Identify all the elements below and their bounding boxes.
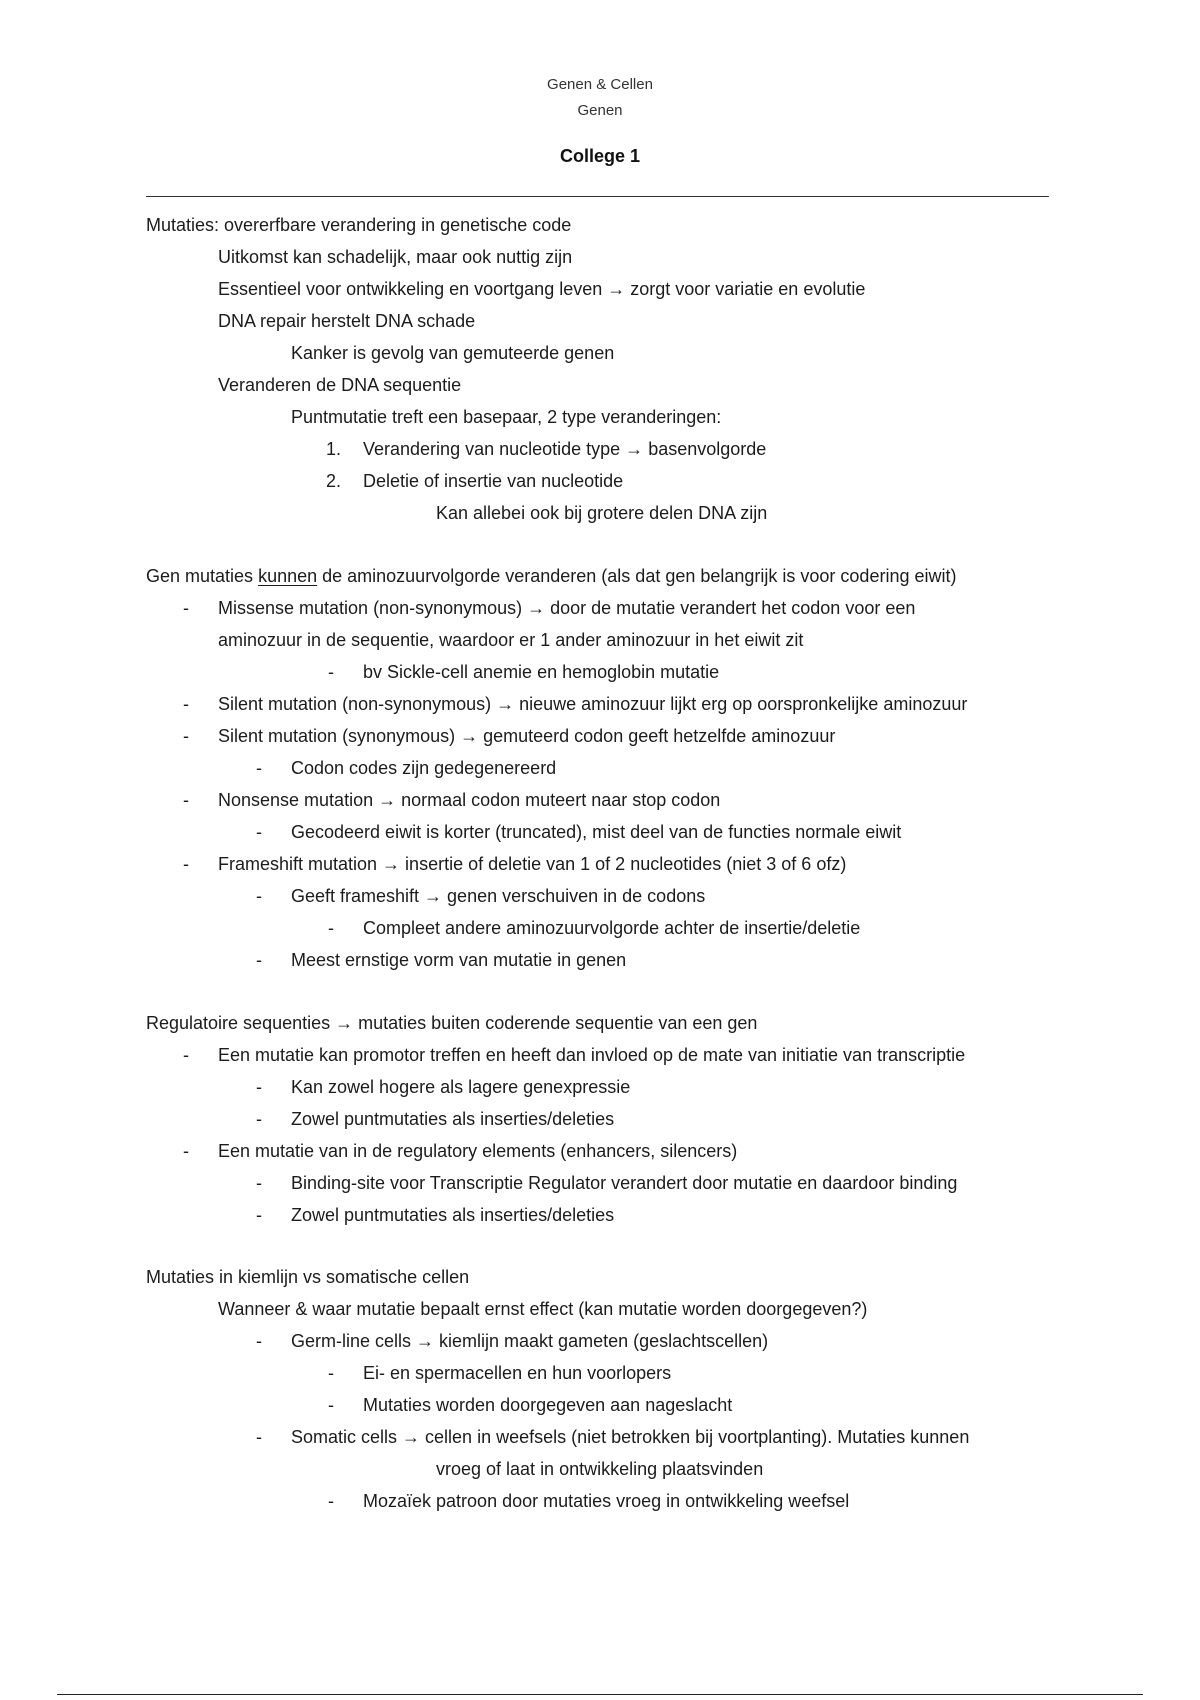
- list-item: Silent mutation (synonymous) → gemuteerd codon geeft hetzelfde aminozuur: [218, 726, 836, 746]
- bullet: -: [256, 1077, 262, 1097]
- list-item: Frameshift mutation → insertie of deletie van 1 of 2 nucleotides (niet 3 of 6 ofz): [218, 854, 847, 874]
- text-line: Veranderen de DNA sequentie: [218, 375, 462, 395]
- section-heading: Regulatoire sequenties → mutaties buiten coderende sequentie van een gen: [146, 1013, 758, 1033]
- list-item: Een mutatie van in de regulatory elements (enhancers, silencers): [218, 1141, 738, 1161]
- bullet: -: [328, 918, 334, 938]
- list-item: Deletie of insertie van nucleotide: [363, 471, 624, 491]
- bullet: -: [256, 1205, 262, 1225]
- list-item: bv Sickle-cell anemie en hemoglobin mutatie: [363, 662, 720, 682]
- section-heading: [146, 564, 956, 588]
- footer-divider: [57, 1694, 1143, 1695]
- bullet: -: [183, 1141, 189, 1161]
- underlined-word: kunnen: [258, 566, 318, 586]
- list-item: Codon codes zijn gedegenereerd: [291, 758, 557, 778]
- section-heading: Mutaties in kiemlijn vs somatische cellen: [146, 1267, 470, 1287]
- subject-name: Genen: [577, 102, 623, 119]
- bullet: -: [256, 1331, 262, 1351]
- bullet: -: [183, 790, 189, 810]
- text-line: Wanneer & waar mutatie bepaalt ernst effect (kan mutatie worden doorgegeven?): [218, 1299, 868, 1319]
- list-item: Germ-line cells → kiemlijn maakt gameten (geslachtscellen): [291, 1331, 769, 1351]
- text-line: Kan allebei ook bij grotere delen DNA zijn: [436, 503, 768, 523]
- list-item: Gecodeerd eiwit is korter (truncated), mist deel van de functies normale eiwit: [291, 822, 902, 842]
- bullet: -: [256, 950, 262, 970]
- bullet: -: [183, 1045, 189, 1065]
- bullet: -: [256, 1109, 262, 1129]
- list-item: Zowel puntmutaties als inserties/deleties: [291, 1205, 615, 1225]
- text-line: Kanker is gevolg van gemuteerde genen: [291, 343, 615, 363]
- bullet: -: [183, 726, 189, 746]
- list-item: Een mutatie kan promotor treffen en heeft dan invloed op de mate van initiatie van transcriptie: [218, 1045, 966, 1065]
- text-line: DNA repair herstelt DNA schade: [218, 311, 476, 331]
- list-item: Binding-site voor Transcriptie Regulator verandert door mutatie en daardoor binding: [291, 1173, 958, 1193]
- bullet: -: [328, 1395, 334, 1415]
- bullet: -: [256, 822, 262, 842]
- title-divider: [146, 196, 1049, 197]
- list-item-continuation: vroeg of laat in ontwikkeling plaatsvinden: [436, 1459, 764, 1479]
- bullet: -: [183, 694, 189, 714]
- list-item-continuation: aminozuur in de sequentie, waardoor er 1 ander aminozuur in het eiwit zit: [218, 630, 804, 650]
- section-heading: Mutaties: overerfbare verandering in genetische code: [146, 215, 572, 235]
- list-item: Somatic cells → cellen in weefsels (niet betrokken bij voortplanting). Mutaties kunnen: [291, 1427, 970, 1447]
- list-item: Nonsense mutation → normaal codon muteert naar stop codon: [218, 790, 721, 810]
- course-name: Genen & Cellen: [547, 76, 653, 93]
- heading-text: Gen mutaties: [146, 566, 259, 586]
- list-number: 1.: [326, 439, 342, 459]
- list-item: Geeft frameshift → genen verschuiven in de codons: [291, 886, 706, 906]
- list-item: Verandering van nucleotide type → basenvolgorde: [363, 439, 767, 459]
- list-item: Meest ernstige vorm van mutatie in genen: [291, 950, 627, 970]
- page-title: College 1: [559, 146, 641, 166]
- list-item: Zowel puntmutaties als inserties/deleties: [291, 1109, 615, 1129]
- text-line: Essentieel voor ontwikkeling en voortgang leven → zorgt voor variatie en evolutie: [218, 279, 866, 299]
- bullet: -: [328, 1491, 334, 1511]
- bullet: -: [183, 598, 189, 618]
- bullet: -: [256, 886, 262, 906]
- list-item: Ei- en spermacellen en hun voorlopers: [363, 1363, 672, 1383]
- heading-text: de aminozuurvolgorde veranderen (als dat gen belangrijk is voor codering eiwit): [317, 566, 957, 586]
- bullet: -: [328, 662, 334, 682]
- text-line: Uitkomst kan schadelijk, maar ook nuttig zijn: [218, 247, 573, 267]
- bullet: -: [183, 854, 189, 874]
- bullet: -: [256, 1427, 262, 1447]
- list-item: Missense mutation (non-synonymous) → door de mutatie verandert het codon voor een: [218, 598, 916, 618]
- list-item: Silent mutation (non-synonymous) → nieuwe aminozuur lijkt erg op oorspronkelijke aminozuur: [218, 694, 968, 714]
- list-item: Kan zowel hogere als lagere genexpressie: [291, 1077, 631, 1097]
- list-number: 2.: [326, 471, 342, 491]
- bullet: -: [256, 758, 262, 778]
- bullet: -: [328, 1363, 334, 1383]
- list-item: Mutaties worden doorgegeven aan nageslacht: [363, 1395, 733, 1415]
- list-item: Mozaïek patroon door mutaties vroeg in ontwikkeling weefsel: [363, 1491, 850, 1511]
- text-line: Puntmutatie treft een basepaar, 2 type veranderingen:: [291, 407, 722, 427]
- list-item: Compleet andere aminozuurvolgorde achter de insertie/deletie: [363, 918, 861, 938]
- bullet: -: [256, 1173, 262, 1193]
